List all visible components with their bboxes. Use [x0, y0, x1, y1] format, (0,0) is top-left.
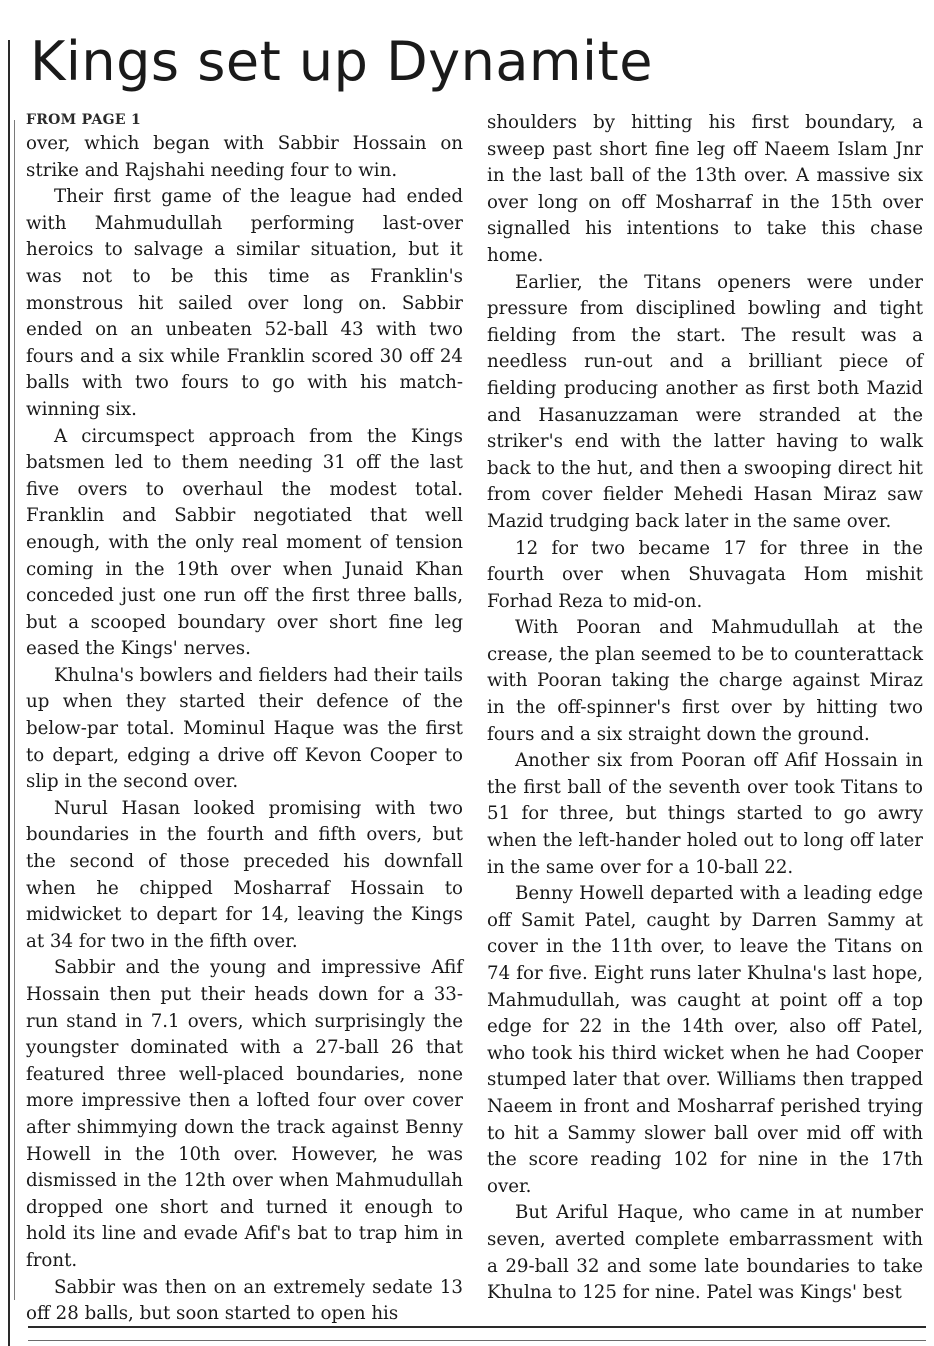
- paragraph: A circumspect approach from the Kings batsmen led to them needing 31 off the last five overs to overhaul the modest total. Franklin and Sabbir negotiated that well enough, with the only real moment of tension coming in the 19th over when Junaid Khan conceded just one run off the first three balls, but a scooped boundary over short fine leg eased the Kings' nerves.: [26, 425, 463, 660]
- left-margin-rule: [8, 40, 10, 1346]
- paragraph: Khulna's bowlers and fielders had their tails up when they started their defence of the below-par total. Mominul Haque was the first to depart, edging a drive off Kevon Cooper to slip in the second over.: [26, 664, 463, 793]
- paragraph: shoulders by hitting his first boundary, a sweep past short fine leg off Naeem Islam Jnr in the last ball of the 13th over. A massive six over long on off Mosharraf in the 15th over signalled his intentions to take this chase home.: [487, 112, 923, 266]
- paragraph: Sabbir was then on an extremely sedate 13 off 28 balls, but soon started to open his: [26, 1276, 463, 1325]
- paragraph: 12 for two became 17 for three in the fourth over when Shuvagata Hom mishit Forhad Reza to mid-on.: [487, 537, 923, 612]
- article-column-left: [26, 110, 463, 1325]
- paragraph: But Ariful Haque, who came in at number seven, averted complete embarrassment with a 29-ball 32 and some late boundaries to take Khulna to 125 for nine. Patel was Kings' best: [487, 1202, 923, 1304]
- paragraph: Sabbir and the young and impressive Afif Hossain then put their heads down for a 33-run stand in 7.1 overs, which surprisingly the youngster dominated with a 27-ball 26 that featured three well-placed boundaries, none more impressive then a lofted four over cover after shimmying down the track against Benny Howell in the 10th over. However, he was dismissed in the 12th over when Mahmudullah dropped one short and turned it enough to hold its line and evade Afif's bat to trap him in front.: [26, 957, 463, 1271]
- kicker-from-page-1: FROM PAGE 1: [26, 112, 142, 128]
- paragraph: Earlier, the Titans openers were under pressure from disciplined bowling and tight fielding from the start. The result was a needless run-out and a brilliant piece of fielding producing another as first both Mazid and Hasanuzzaman were stranded at the striker's end with the latter having to walk back to the hut, and then a swooping direct hit from cover fielder Mehedi Hasan Miraz saw Mazid trudging back later in the same over.: [487, 271, 923, 532]
- paragraph: With Pooran and Mahmudullah at the crease, the plan seemed to be to counterattack with Pooran taking the charge against Miraz in the off-spinner's first over by hitting two fours and a six straight down the ground.: [487, 617, 923, 745]
- footer-rule: [28, 1326, 926, 1328]
- paragraph: Their first game of the league had ended with Mahmudullah performing last-over heroics to salvage a similar situation, but it was not to be this time as Franklin's monstrous hit sailed over long on. Sabbir ended on an unbeaten 52-ball 43 with two fours and a six while Franklin scored 30 off 24 balls with two fours to go with his match-winning six.: [26, 186, 463, 420]
- paragraph: Nurul Hasan looked promising with two boundaries in the fourth and fifth overs, but the second of those preceded his downfall when he chipped Mosharraf Hossain to midwicket to depart for 14, leaving the Kings at 34 for two in the fifth over.: [26, 797, 463, 952]
- paragraph: Another six from Pooran off Afif Hossain in the first ball of the seventh over took Titans to 51 for three, but things started to go awry when the left-hander holed out to long off later in the same over for a 10-ball 22.: [487, 750, 923, 878]
- headline: Kings set up Dynamite: [30, 30, 653, 93]
- footer-rule-thin: [28, 1340, 926, 1341]
- article-column-right: [487, 110, 923, 1306]
- paragraph: Benny Howell departed with a leading edge off Samit Patel, caught by Darren Sammy at cover in the 11th over, to leave the Titans on 74 for five. Eight runs later Khulna's last hope, Mahmudullah, was caught at point off a top edge for 22 in the 14th over, also off Patel, who took his third wicket when he had Cooper stumped later that over. Williams then trapped Naeem in front and Mosharraf perished trying to hit a Sammy slower ball over mid off with the score reading 102 for nine in the 17th over.: [487, 883, 923, 1197]
- left-inner-rule: [14, 120, 15, 1300]
- paragraph: over, which began with Sabbir Hossain on strike and Rajshahi needing four to win.: [26, 133, 463, 181]
